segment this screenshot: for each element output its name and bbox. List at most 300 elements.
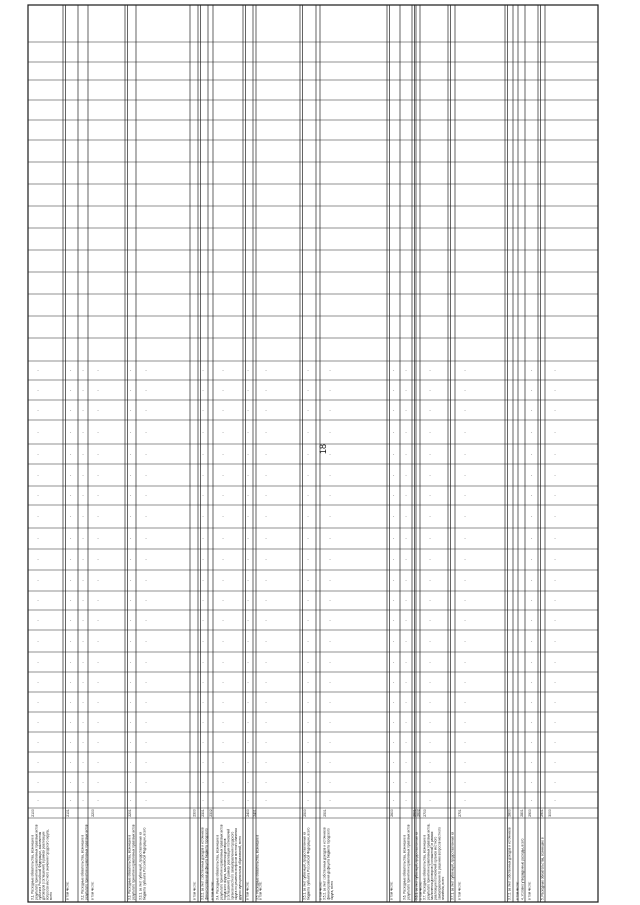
empty-cell-dash: - — [329, 556, 331, 562]
empty-cell-dash: - — [247, 597, 249, 603]
row-code: 2700 — [423, 809, 427, 817]
empty-cell-dash: - — [329, 513, 331, 519]
empty-cell-dash: - — [307, 679, 309, 685]
empty-cell-dash: - — [222, 451, 224, 457]
empty-cell-dash: - — [265, 451, 267, 457]
empty-cell-dash: - — [530, 597, 533, 603]
empty-cell-dash: - — [392, 617, 395, 623]
empty-cell-dash: - — [405, 779, 407, 785]
empty-cell-dash: - — [405, 659, 407, 665]
empty-cell-dash: - — [530, 472, 533, 478]
empty-cell-dash: - — [129, 535, 132, 541]
empty-cell-dash: - — [222, 407, 224, 413]
empty-cell-dash: - — [222, 679, 224, 685]
empty-cell-dash: - — [307, 759, 309, 765]
empty-cell-dash: - — [97, 472, 99, 478]
empty-cell-dash: - — [97, 556, 99, 562]
empty-cell-dash: - — [554, 472, 556, 478]
empty-cell-dash: - — [247, 719, 249, 725]
empty-cell-dash: - — [405, 638, 407, 644]
empty-cell-dash: - — [464, 535, 466, 541]
empty-cell-dash: - — [69, 513, 72, 519]
empty-cell-dash: - — [429, 739, 431, 745]
empty-cell-dash: - — [202, 472, 204, 478]
empty-cell-dash: - — [554, 679, 556, 685]
empty-cell-dash: - — [247, 492, 249, 498]
empty-cell-dash: - — [202, 429, 204, 435]
empty-cell-dash: - — [202, 513, 204, 519]
empty-cell-dash: - — [37, 659, 39, 665]
empty-cell-dash: - — [307, 429, 309, 435]
empty-cell-dash: - — [554, 407, 556, 413]
empty-cell-dash: - — [554, 451, 556, 457]
empty-cell-dash: - — [247, 617, 249, 623]
empty-cell-dash: - — [222, 472, 224, 478]
empty-cell-dash: - — [97, 719, 99, 725]
empty-cell-dash: - — [464, 719, 466, 725]
empty-cell-dash: - — [554, 387, 556, 393]
empty-cell-dash: - — [307, 513, 309, 519]
empty-cell-dash: - — [145, 638, 147, 644]
empty-cell-dash: - — [405, 407, 407, 413]
row-description: 3.5.2. за счет собственных доходов и источниковфинансирования дефицита бюджета городскогоокруга, всего — [322, 827, 334, 900]
empty-cell-dash: - — [222, 739, 224, 745]
empty-cell-dash: - — [329, 617, 331, 623]
empty-cell-dash: - — [392, 492, 395, 498]
empty-cell-dash: - — [247, 513, 249, 519]
row-description: 4. Условно утвержденные расходы, всего — [520, 838, 525, 900]
empty-cell-dash: - — [97, 638, 99, 644]
empty-cell-dash: - — [265, 719, 267, 725]
empty-cell-dash: - — [145, 719, 147, 725]
empty-cell-dash: - — [530, 797, 533, 803]
empty-cell-dash: - — [265, 577, 267, 583]
empty-cell-dash: - — [429, 367, 431, 373]
empty-cell-dash: - — [247, 556, 249, 562]
empty-cell-dash: - — [265, 617, 267, 623]
empty-cell-dash: - — [82, 577, 84, 583]
empty-cell-dash: - — [392, 779, 395, 785]
empty-cell-dash: - — [69, 638, 72, 644]
row-description: 3.6.1. за счет субвенций, предоставленных из — [414, 831, 419, 900]
empty-cell-dash: - — [82, 659, 84, 665]
empty-cell-dash: - — [82, 407, 84, 413]
empty-cell-dash: - — [429, 451, 431, 457]
empty-cell-dash: - — [405, 699, 407, 705]
empty-cell-dash: - — [222, 556, 224, 562]
empty-cell-dash: - — [392, 535, 395, 541]
empty-cell-dash: - — [82, 429, 84, 435]
empty-cell-dash: - — [392, 407, 395, 413]
empty-cell-dash: - — [97, 699, 99, 705]
empty-cell-dash: - — [329, 492, 331, 498]
empty-cell-dash: - — [329, 472, 331, 478]
empty-cell-dash: - — [307, 472, 309, 478]
row-code: 2200 — [91, 809, 95, 817]
empty-cell-dash: - — [329, 739, 331, 745]
empty-cell-dash: - — [429, 429, 431, 435]
empty-cell-dash: - — [69, 759, 72, 765]
empty-cell-dash: - — [247, 739, 249, 745]
empty-cell-dash: - — [329, 679, 331, 685]
empty-cell-dash: - — [69, 451, 72, 457]
empty-cell-dash: - — [405, 739, 407, 745]
empty-cell-dash: - — [247, 429, 249, 435]
empty-cell-dash: - — [222, 492, 224, 498]
empty-cell-dash: - — [554, 556, 556, 562]
empty-cell-dash: - — [464, 556, 466, 562]
empty-cell-dash: - — [307, 699, 309, 705]
empty-cell-dash: - — [554, 797, 556, 803]
row-description: 3.5.1. за счет субвенций, предоставленных избюджета субъекта Российской Федерации, всего — [302, 827, 311, 900]
empty-cell-dash: - — [37, 617, 39, 623]
empty-cell-dash: - — [37, 556, 39, 562]
table-grid — [28, 5, 598, 902]
empty-cell-dash: - — [429, 797, 431, 803]
empty-cell-dash: - — [129, 451, 132, 457]
empty-cell-dash: - — [202, 617, 204, 623]
empty-cell-dash: - — [464, 472, 466, 478]
empty-cell-dash: - — [429, 556, 431, 562]
empty-cell-dash: - — [392, 513, 395, 519]
empty-cell-dash: - — [265, 699, 267, 705]
empty-cell-dash: - — [530, 535, 533, 541]
empty-cell-dash: - — [530, 451, 533, 457]
empty-cell-dash: - — [392, 759, 395, 765]
empty-cell-dash: - — [405, 535, 407, 541]
empty-cell-dash: - — [307, 492, 309, 498]
empty-cell-dash: - — [329, 597, 331, 603]
empty-cell-dash: - — [554, 638, 556, 644]
empty-cell-dash: - — [392, 797, 395, 803]
empty-cell-dash: - — [307, 597, 309, 603]
empty-cell-dash: - — [129, 407, 132, 413]
empty-cell-dash: - — [37, 679, 39, 685]
empty-cell-dash: - — [530, 429, 533, 435]
empty-cell-dash: - — [464, 679, 466, 685]
empty-cell-dash: - — [202, 556, 204, 562]
empty-cell-dash: - — [464, 659, 466, 665]
empty-cell-dash: - — [265, 556, 267, 562]
empty-cell-dash: - — [554, 577, 556, 583]
empty-cell-dash: - — [129, 556, 132, 562]
row-code: 2600 — [390, 809, 394, 817]
empty-cell-dash: - — [69, 719, 72, 725]
row-description: 3.6. Расходные обязательства, возникшие врезультате принятия нормативных правовых актов — [402, 824, 411, 900]
empty-cell-dash: - — [37, 779, 39, 785]
empty-cell-dash: - — [37, 451, 39, 457]
empty-cell-dash: - — [247, 451, 249, 457]
row-code: 2101 — [66, 809, 70, 817]
row-code: 2900 — [528, 809, 532, 817]
row-description-column — [31, 824, 545, 900]
empty-cell-dash: - — [307, 739, 309, 745]
empty-cell-dash: - — [145, 556, 147, 562]
empty-cell-dash: - — [554, 492, 556, 498]
empty-cell-dash: - — [97, 451, 99, 457]
empty-cell-dash: - — [530, 759, 533, 765]
empty-cell-dash: - — [247, 759, 249, 765]
row-description: 3.2. Расходные обязательства, возникшие врезультате принятия нормативных правовых актов — [80, 824, 89, 900]
empty-cell-dash: - — [222, 513, 224, 519]
empty-cell-dash: - — [405, 679, 407, 685]
empty-cell-dash: - — [69, 429, 72, 435]
empty-cell-dash: - — [329, 759, 331, 765]
row-description: в том числе: — [245, 881, 250, 900]
empty-cell-dash: - — [129, 367, 132, 373]
row-code: 3000 — [548, 809, 552, 817]
empty-cell-dash: - — [392, 699, 395, 705]
row-description: 3.7.1. за счет субвенций, предоставленных из — [450, 831, 455, 900]
empty-cell-dash: - — [464, 577, 466, 583]
empty-cell-dash: - — [530, 699, 533, 705]
empty-cell-dash: - — [82, 367, 84, 373]
empty-cell-dash: - — [37, 367, 39, 373]
empty-cell-dash: - — [37, 429, 39, 435]
empty-cell-dash: - — [405, 577, 407, 583]
empty-cell-dash: - — [530, 407, 533, 413]
empty-cell-dash: - — [82, 638, 84, 644]
empty-cell-dash: - — [145, 659, 147, 665]
empty-cell-dash: - — [554, 759, 556, 765]
row-code: 2301 — [201, 809, 205, 817]
empty-cell-dash: - — [145, 739, 147, 745]
empty-cell-dash: - — [97, 535, 99, 541]
empty-cell-dash: - — [247, 387, 249, 393]
empty-cell-dash: - — [307, 797, 309, 803]
empty-cell-dash: - — [129, 659, 132, 665]
empty-cell-dash: - — [265, 638, 267, 644]
empty-cell-dash: - — [329, 407, 331, 413]
empty-cell-dash: - — [405, 492, 407, 498]
empty-cell-dash: - — [307, 556, 309, 562]
empty-cell-dash: - — [37, 638, 39, 644]
empty-cell-dash: - — [307, 451, 309, 457]
empty-cell-dash: - — [82, 472, 84, 478]
empty-cell-dash: - — [202, 739, 204, 745]
empty-cell-dash: - — [69, 699, 72, 705]
row-code: 2201 — [128, 809, 132, 817]
empty-cell-dash: - — [265, 759, 267, 765]
empty-cell-dash: - — [247, 535, 249, 541]
empty-cell-dash: - — [97, 597, 99, 603]
empty-cell-dash: - — [392, 739, 395, 745]
empty-cell-dash: - — [405, 556, 407, 562]
empty-cell-dash: - — [69, 492, 72, 498]
empty-cell-dash: - — [429, 779, 431, 785]
empty-cell-dash: - — [97, 407, 99, 413]
empty-cell-dash: - — [145, 797, 147, 803]
empty-cell-dash: - — [265, 779, 267, 785]
row-code: 2602 — [416, 809, 421, 817]
empty-cell-dash: - — [129, 513, 132, 519]
empty-cell-dash: - — [37, 597, 39, 603]
empty-cell-dash: - — [69, 659, 72, 665]
empty-cell-dash: - — [429, 699, 431, 705]
empty-cell-dash: - — [329, 779, 331, 785]
empty-cell-dash: - — [429, 759, 431, 765]
empty-cell-dash: - — [392, 451, 395, 457]
row-code: 2100 — [31, 809, 35, 817]
empty-cell-dash: - — [429, 577, 431, 583]
empty-cell-dash: - — [530, 719, 533, 725]
empty-cell-dash: - — [265, 492, 267, 498]
empty-cell-dash: - — [129, 759, 132, 765]
empty-cell-dash: - — [392, 577, 395, 583]
empty-cell-dash: - — [429, 472, 431, 478]
empty-cell-dash: - — [554, 429, 556, 435]
empty-cell-dash: - — [222, 535, 224, 541]
empty-cell-dash: - — [129, 472, 132, 478]
empty-cell-dash: - — [69, 617, 72, 623]
empty-cell-dash: - — [329, 577, 331, 583]
empty-cell-dash: - — [530, 387, 533, 393]
empty-cell-dash: - — [69, 739, 72, 745]
empty-cell-dash: - — [222, 659, 224, 665]
empty-cell-dash: - — [129, 387, 132, 393]
row-code: 2601 — [412, 809, 417, 817]
row-code: 2400 — [246, 809, 250, 817]
empty-cell-dash: - — [202, 597, 204, 603]
empty-cell-dash: - — [82, 597, 84, 603]
empty-cell-dash: - — [554, 535, 556, 541]
empty-cell-dash: - — [554, 513, 556, 519]
empty-cell-dash: - — [464, 429, 466, 435]
empty-cell-dash: - — [429, 407, 431, 413]
row-description: в том числе: — [258, 881, 263, 900]
empty-cell-dash: - — [145, 451, 147, 457]
empty-cell-dash: - — [464, 739, 466, 745]
empty-cell-dash: - — [329, 367, 331, 373]
empty-cell-dash: - — [129, 797, 132, 803]
empty-cell-dash: - — [97, 679, 99, 685]
row-description: в том числе: — [192, 881, 197, 900]
row-code: 2302 — [209, 809, 213, 817]
empty-cell-dash: - — [69, 472, 72, 478]
empty-cell-dash: - — [202, 759, 204, 765]
empty-cell-dash: - — [37, 797, 39, 803]
empty-cell-dash: - — [265, 597, 267, 603]
empty-cell-dash: - — [429, 679, 431, 685]
empty-cell-dash: - — [464, 779, 466, 785]
empty-cell-dash: - — [202, 387, 204, 393]
empty-cell-dash: - — [554, 699, 556, 705]
empty-cell-dash: - — [429, 659, 431, 665]
empty-cell-dash: - — [392, 719, 395, 725]
empty-cell-dash: - — [392, 659, 395, 665]
empty-cell-dash: - — [97, 367, 99, 373]
empty-cell-dash: - — [145, 779, 147, 785]
empty-cell-dash: - — [554, 659, 556, 665]
empty-cell-dash: - — [405, 719, 407, 725]
empty-cell-dash: - — [247, 699, 249, 705]
empty-cell-dash: - — [392, 429, 395, 435]
empty-cell-dash: - — [82, 387, 84, 393]
empty-cell-dash: - — [129, 492, 132, 498]
empty-cell-dash: - — [202, 797, 204, 803]
empty-cell-dash: - — [69, 577, 72, 583]
empty-cell-dash: - — [405, 617, 407, 623]
empty-cell-dash: - — [265, 387, 267, 393]
empty-cell-dash: - — [202, 779, 204, 785]
empty-cell-dash: - — [82, 556, 84, 562]
empty-cell-dash: - — [392, 679, 395, 685]
empty-cell-dash: - — [307, 779, 309, 785]
empty-cell-dash: - — [530, 679, 533, 685]
empty-cell-dash: - — [129, 739, 132, 745]
empty-cell-dash: - — [145, 597, 147, 603]
empty-cell-dash: - — [69, 779, 72, 785]
empty-cell-dash: - — [247, 407, 249, 413]
empty-cell-dash: - — [202, 638, 204, 644]
table-cells — [37, 368, 556, 803]
empty-cell-dash: - — [97, 429, 99, 435]
empty-cell-dash: - — [202, 659, 204, 665]
empty-cell-dash: - — [405, 367, 407, 373]
empty-cell-dash: - — [129, 679, 132, 685]
empty-cell-dash: - — [429, 513, 431, 519]
row-code-column — [31, 809, 552, 817]
empty-cell-dash: - — [554, 617, 556, 623]
empty-cell-dash: - — [145, 513, 147, 519]
empty-cell-dash: - — [97, 797, 99, 803]
row-code: 2500 — [303, 809, 307, 817]
empty-cell-dash: - — [265, 367, 267, 373]
empty-cell-dash: - — [265, 429, 267, 435]
empty-cell-dash: - — [429, 492, 431, 498]
empty-cell-dash: - — [405, 513, 407, 519]
empty-cell-dash: - — [429, 719, 431, 725]
empty-cell-dash: - — [222, 638, 224, 644]
row-description: в том числе: — [527, 881, 532, 900]
empty-cell-dash: - — [307, 659, 309, 665]
row-description: в том числе: — [90, 881, 95, 900]
empty-cell-dash: - — [247, 638, 249, 644]
empty-cell-dash: - — [37, 387, 39, 393]
empty-cell-dash: - — [37, 472, 39, 478]
empty-cell-dash: - — [129, 597, 132, 603]
empty-cell-dash: - — [530, 739, 533, 745]
empty-cell-dash: - — [222, 387, 224, 393]
empty-cell-dash: - — [265, 535, 267, 541]
row-description: в том числе: — [389, 881, 394, 900]
empty-cell-dash: - — [464, 617, 466, 623]
empty-cell-dash: - — [329, 797, 331, 803]
empty-cell-dash: - — [82, 679, 84, 685]
empty-cell-dash: - — [307, 638, 309, 644]
empty-cell-dash: - — [464, 492, 466, 498]
empty-cell-dash: - — [530, 638, 533, 644]
empty-cell-dash: - — [392, 638, 395, 644]
empty-cell-dash: - — [202, 492, 204, 498]
empty-cell-dash: - — [222, 597, 224, 603]
empty-cell-dash: - — [247, 679, 249, 685]
empty-cell-dash: - — [392, 597, 395, 603]
empty-cell-dash: - — [530, 556, 533, 562]
empty-cell-dash: - — [247, 659, 249, 665]
row-description: 3.7.2. за счет собственных доходов и источников — [507, 827, 512, 900]
empty-cell-dash: - — [37, 759, 39, 765]
empty-cell-dash: - — [392, 387, 395, 393]
empty-cell-dash: - — [329, 429, 331, 435]
empty-cell-dash: - — [307, 719, 309, 725]
empty-cell-dash: - — [307, 577, 309, 583]
row-code: 2300 — [192, 809, 197, 817]
empty-cell-dash: - — [82, 759, 84, 765]
empty-cell-dash: - — [530, 779, 533, 785]
empty-cell-dash: - — [37, 492, 39, 498]
row-code: 2501 — [323, 809, 327, 817]
